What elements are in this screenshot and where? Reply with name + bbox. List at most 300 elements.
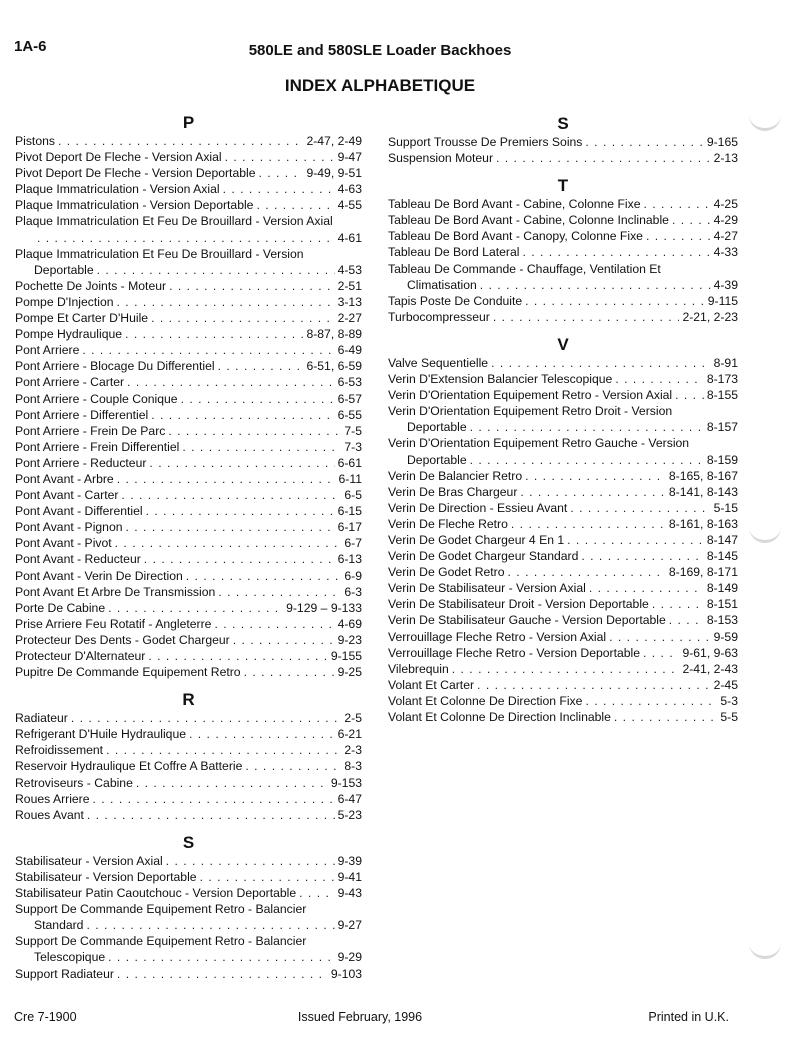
index-entry	[15, 423, 362, 439]
entry-pages: 4-55	[337, 198, 362, 213]
entry-pages: 2-47, 2-49	[306, 134, 362, 148]
index-entry	[388, 309, 738, 325]
entry-pages: 6-57	[337, 391, 362, 406]
dot-leader	[525, 468, 666, 484]
index-entry	[15, 213, 362, 245]
index-entry	[15, 519, 362, 535]
index-entry	[388, 516, 738, 532]
entry-label: Verin De Direction - Essieu Avant	[388, 500, 568, 515]
dot-leader	[470, 419, 704, 435]
dot-leader	[169, 278, 335, 294]
entry-label: Pont Arriere - Differentiel	[15, 407, 149, 422]
dot-leader	[168, 423, 341, 439]
binder-hole-top	[749, 110, 781, 131]
dot-leader	[477, 677, 711, 693]
dot-leader	[589, 580, 704, 596]
index-entry	[15, 374, 362, 390]
entry-pages: 4-39	[713, 277, 738, 292]
entry-pages: 6-5	[344, 488, 362, 503]
entry-label: Pont Arriere - Frein Differentiel	[15, 439, 180, 454]
dot-leader	[493, 309, 680, 325]
dot-leader	[97, 262, 335, 278]
index-column-left	[15, 113, 362, 982]
entry-pages: 6-9	[344, 568, 362, 583]
entry-label: Volant Et Carter	[388, 677, 475, 692]
entry-pages: 8-87, 8-89	[306, 327, 362, 342]
dot-leader	[614, 709, 717, 725]
index-entry	[15, 966, 362, 982]
dot-leader	[86, 917, 334, 933]
index-entry	[15, 439, 362, 455]
entry-label: Verin De Stabilisateur - Version Axial	[388, 581, 586, 596]
index-entry	[15, 726, 362, 742]
entry-label: Stabilisateur Patin Caoutchouc - Version Deportable	[15, 886, 297, 901]
dot-leader	[225, 149, 335, 165]
index-entry	[15, 310, 362, 326]
entry-label: Verin De Fleche Retro	[388, 516, 508, 531]
entry-pages: 6-47	[337, 791, 362, 806]
index-entry	[15, 869, 362, 885]
entry-pages: 2-3	[344, 743, 362, 758]
index-entry	[15, 885, 362, 901]
entry-label: Volant Et Colonne De Direction Fixe	[388, 693, 583, 708]
index-column-right	[388, 114, 738, 725]
section-letter: R	[182, 690, 195, 710]
index-entry	[15, 791, 362, 807]
index-entry	[388, 355, 738, 371]
section-letter: S	[182, 832, 195, 852]
entry-label-continued: Climatisation	[407, 277, 477, 292]
entry-label: Pupitre De Commande Equipement Retro	[15, 665, 241, 680]
footer-printed: Printed in U.K.	[648, 1010, 729, 1024]
entry-label: Pont Avant - Carter	[15, 488, 119, 503]
entry-pages: 9-129 – 9-133	[286, 600, 362, 615]
dot-leader	[182, 439, 341, 455]
entry-label: Pont Arriere - Frein De Parc	[15, 423, 166, 438]
entry-pages: 4-69	[337, 616, 362, 631]
entry-label: Support De Commande Equipement Retro - Balancier	[15, 934, 307, 949]
entry-pages: 8-159	[706, 452, 738, 467]
entry-pages: 8-169, 8-171	[668, 565, 738, 580]
entry-pages: 9-23	[337, 632, 362, 647]
entry-pages: 8-3	[344, 759, 362, 774]
index-entry	[15, 326, 362, 342]
index-entry	[388, 532, 738, 548]
dot-leader	[144, 551, 335, 567]
index-entry	[388, 150, 738, 166]
index-entry	[388, 596, 738, 612]
index-entry	[15, 648, 362, 664]
dot-leader	[136, 775, 328, 791]
index-entry	[15, 294, 362, 310]
dot-leader	[149, 455, 334, 471]
entry-pages: 5-23	[337, 807, 362, 822]
dot-leader	[581, 548, 703, 564]
entry-pages: 8-147	[706, 532, 738, 547]
index-entry	[15, 165, 362, 181]
entry-pages: 6-17	[337, 520, 362, 535]
dot-leader	[646, 228, 711, 244]
dot-leader	[108, 949, 334, 965]
entry-label-continued: Standard	[34, 918, 84, 933]
dot-leader	[148, 648, 327, 664]
dot-leader	[609, 629, 710, 645]
entry-label: Verin De Balancier Retro	[388, 468, 523, 483]
dot-leader	[186, 568, 342, 584]
entry-label: Prise Arriere Feu Rotatif - Angleterre	[15, 616, 212, 631]
index-entry	[15, 758, 362, 774]
entry-pages: 4-53	[337, 262, 362, 277]
dot-leader	[117, 966, 328, 982]
entry-pages: 4-61	[337, 230, 362, 245]
entry-pages: 9-165	[706, 135, 738, 149]
binder-hole-middle	[749, 522, 781, 543]
entry-pages: 6-11	[338, 471, 362, 486]
dot-leader	[570, 500, 710, 516]
index-entry	[388, 629, 738, 645]
dot-leader	[245, 758, 341, 774]
entry-label: Plaque Immatriculation - Version Deportable	[15, 198, 254, 213]
index-entry	[388, 293, 738, 309]
index-entry	[15, 775, 362, 791]
entry-pages: 4-33	[713, 245, 738, 260]
dot-leader	[181, 391, 335, 407]
entry-pages: 5-5	[720, 710, 738, 724]
entry-label: Verin D'Orientation Equipement Retro Droit - Version	[388, 404, 673, 419]
index-entry	[15, 342, 362, 358]
entry-pages: 8-91	[713, 355, 738, 370]
entry-pages: 9-29	[337, 950, 362, 965]
index-entry	[388, 677, 738, 693]
entry-pages: 6-61	[337, 455, 362, 470]
dot-leader	[218, 358, 304, 374]
dot-leader	[117, 294, 335, 310]
entry-label: Pont Arriere - Blocage Du Differentiel	[15, 359, 215, 374]
entry-label: Tapis Poste De Conduite	[388, 293, 523, 308]
dot-leader	[189, 726, 335, 742]
entry-label: Verin De Stabilisateur Droit - Version Deportable	[388, 597, 649, 612]
entry-pages: 4-29	[713, 213, 738, 228]
entry-pages: 2-45	[713, 677, 738, 692]
index-entry	[388, 228, 738, 244]
entry-label: Pont Avant - Arbre	[15, 471, 114, 486]
entry-pages: 8-173	[706, 372, 738, 387]
dot-leader	[491, 355, 711, 371]
index-entry	[15, 358, 362, 374]
entry-pages: 2-21, 2-23	[682, 309, 738, 324]
entry-pages: 2-51	[337, 278, 362, 293]
index-entry	[388, 645, 738, 661]
entry-label-continued: Deportable	[407, 452, 467, 467]
index-entry	[388, 196, 738, 212]
entry-label: Roues Avant	[15, 807, 84, 822]
entry-label: Radiateur	[15, 711, 68, 726]
entry-pages: 8-155	[706, 388, 738, 403]
entry-label: Stabilisateur - Version Deportable	[15, 869, 197, 884]
entry-pages: 9-49, 9-51	[306, 166, 362, 181]
entry-label: Pont Arriere - Carter	[15, 375, 125, 390]
dot-leader	[615, 371, 704, 387]
dot-leader	[567, 532, 704, 548]
entry-pages: 2-41, 2-43	[682, 661, 738, 676]
dot-leader	[299, 885, 334, 901]
entry-pages: 8-149	[706, 581, 738, 596]
entry-label: Pistons	[15, 134, 55, 148]
entry-pages: 9-39	[337, 853, 362, 868]
entry-label: Plaque Immatriculation Et Feu De Brouillard - Version	[15, 246, 304, 261]
entry-label: Support De Commande Equipement Retro - Balancier	[15, 902, 307, 917]
index-entry	[388, 435, 738, 467]
dot-leader	[218, 584, 341, 600]
entry-pages: 9-43	[337, 886, 362, 901]
entry-pages: 6-13	[337, 552, 362, 567]
entry-pages: 9-61, 9-63	[682, 645, 738, 660]
entry-pages: 8-145	[706, 549, 738, 564]
entry-label: Roues Arriere	[15, 791, 90, 806]
entry-pages: 4-63	[337, 182, 362, 197]
dot-leader	[511, 516, 666, 532]
entry-pages: 9-59	[713, 629, 738, 644]
entry-label: Reservoir Hydraulique Et Coffre A Batterie	[15, 759, 243, 774]
entry-label: Pivot Deport De Fleche - Version Deportable	[15, 166, 256, 181]
entry-label: Suspension Moteur	[388, 151, 494, 166]
entry-label: Tableau De Bord Avant - Canopy, Colonne Fixe	[388, 229, 643, 244]
index-entry	[388, 484, 738, 500]
section-letter: V	[557, 334, 569, 354]
dot-leader	[258, 165, 303, 181]
index-entry	[388, 387, 738, 403]
index-entry	[15, 933, 362, 965]
index-entry	[15, 471, 362, 487]
entry-pages: 4-27	[713, 229, 738, 244]
entry-label: Protecteur Des Dents - Godet Chargeur	[15, 632, 230, 647]
footer-issued: Issued February, 1996	[297, 1010, 423, 1024]
entry-label: Retroviseurs - Cabine	[15, 775, 133, 790]
dot-leader	[166, 853, 335, 869]
index-entry	[15, 568, 362, 584]
entry-label: Pont Avant - Pignon	[15, 520, 123, 535]
entry-pages: 2-27	[337, 311, 362, 326]
entry-pages: 9-41	[337, 869, 362, 884]
entry-pages: 8-151	[706, 597, 738, 612]
index-entry	[15, 551, 362, 567]
dot-leader	[643, 645, 679, 661]
entry-pages: 6-51, 6-59	[306, 359, 362, 374]
dot-leader	[643, 196, 710, 212]
index-entry	[388, 403, 738, 435]
dot-leader	[496, 150, 711, 166]
dot-leader	[452, 661, 680, 677]
index-entry	[388, 261, 738, 293]
entry-label: Turbocompresseur	[388, 309, 490, 324]
entry-pages: 7-3	[344, 439, 362, 454]
index-entry	[15, 584, 362, 600]
entry-pages: 9-153	[330, 775, 362, 790]
entry-label: Verrouillage Fleche Retro - Version Axial	[388, 629, 607, 644]
entry-pages: 5-3	[720, 693, 738, 708]
entry-label: Verin D'Orientation Equipement Retro Gauche - Version	[388, 436, 690, 451]
dot-leader	[585, 693, 717, 709]
binder-hole-bottom	[749, 938, 781, 959]
entry-label: Verin D'Orientation Equipement Retro - Version Axial	[388, 388, 673, 403]
dot-leader	[233, 632, 335, 648]
entry-pages: 6-7	[344, 536, 362, 551]
entry-pages: 9-115	[707, 293, 738, 308]
index-entry	[15, 503, 362, 519]
entry-label-continued: Deportable	[407, 420, 467, 435]
index-entry	[15, 197, 362, 213]
entry-label: Support Trousse De Premiers Soins	[388, 135, 583, 149]
entry-label: Verrouillage Fleche Retro - Version Deportable	[388, 645, 641, 660]
index-entry	[388, 612, 738, 628]
entry-pages: 8-141, 8-143	[668, 484, 738, 499]
index-entry	[15, 632, 362, 648]
index-entry	[15, 181, 362, 197]
dot-leader	[146, 503, 335, 519]
index-entry	[388, 244, 738, 260]
dot-leader	[115, 535, 342, 551]
entry-pages: 9-25	[337, 665, 362, 680]
entry-pages: 9-103	[330, 966, 362, 981]
index-entry	[15, 616, 362, 632]
entry-pages: 4-25	[713, 197, 738, 212]
entry-label: Pont Avant Et Arbre De Transmission	[15, 584, 216, 599]
index-entry	[388, 500, 738, 516]
index-entry	[15, 807, 362, 823]
dot-leader	[522, 244, 710, 260]
dot-leader	[126, 519, 335, 535]
entry-pages: 8-157	[706, 420, 738, 435]
entry-label: Refroidissement	[15, 743, 104, 758]
dot-leader	[108, 600, 283, 616]
dot-leader	[37, 230, 335, 246]
entry-pages: 3-13	[337, 294, 362, 309]
index-entry	[15, 455, 362, 471]
entry-label: Porte De Cabine	[15, 600, 106, 615]
entry-label: Verin De Stabilisateur Gauche - Version Deportable	[388, 613, 666, 628]
index-entry	[15, 149, 362, 165]
entry-label: Pompe D'Injection	[15, 294, 114, 309]
index-entry	[15, 742, 362, 758]
document-title: 580LE and 580SLE Loader Backhoes	[248, 42, 512, 59]
dot-leader	[93, 791, 335, 807]
dot-leader	[106, 742, 341, 758]
dot-leader	[675, 387, 704, 403]
dot-leader	[470, 452, 704, 468]
dot-leader	[121, 487, 341, 503]
entry-label: Verin De Godet Retro	[388, 565, 505, 580]
dot-leader	[127, 374, 335, 390]
dot-leader	[508, 564, 666, 580]
entry-label: Support Radiateur	[15, 966, 114, 981]
page-number: 1A-6	[14, 38, 47, 55]
entry-label: Pont Avant - Pivot	[15, 536, 112, 551]
entry-label: Pont Avant - Verin De Direction	[15, 568, 183, 583]
entry-label: Pont Avant - Differentiel	[15, 504, 143, 519]
index-entry	[15, 710, 362, 726]
dot-leader	[672, 212, 711, 228]
dot-leader	[87, 807, 335, 823]
entry-label: Protecteur D'Alternateur	[15, 649, 146, 663]
index-entry	[388, 580, 738, 596]
entry-label: Pompe Hydraulique	[15, 327, 123, 342]
dot-leader	[585, 134, 703, 150]
index-entry	[15, 246, 362, 278]
index-entry	[15, 487, 362, 503]
entry-label: Pont Arriere - Reducteur	[15, 455, 147, 470]
dot-leader	[71, 710, 342, 726]
entry-label: Plaque Immatriculation - Version Axial	[15, 182, 220, 197]
entry-label-continued: Telescopique	[34, 950, 106, 965]
section-letter: P	[182, 113, 195, 132]
index-entry	[15, 133, 362, 149]
entry-label: Tableau De Bord Avant - Cabine, Colonne Fixe	[388, 197, 641, 212]
entry-label: Verin De Godet Chargeur Standard	[388, 549, 579, 564]
entry-pages: 5-15	[713, 500, 738, 515]
entry-pages: 6-55	[337, 407, 362, 422]
index-entry	[388, 548, 738, 564]
entry-pages: 2-5	[344, 711, 362, 726]
index-entry	[15, 535, 362, 551]
entry-label: Refrigerant D'Huile Hydraulique	[15, 727, 186, 742]
entry-pages: 9-27	[337, 918, 362, 933]
entry-label: Tableau De Bord Avant - Cabine, Colonne Inclinable	[388, 213, 669, 228]
index-entry	[15, 664, 362, 680]
entry-label: Verin De Godet Chargeur 4 En 1	[388, 532, 565, 547]
entry-pages: 8-165, 8-167	[668, 468, 738, 483]
dot-leader	[520, 484, 665, 500]
section-gap	[388, 166, 738, 176]
entry-label: Vilebrequin	[388, 661, 449, 676]
entry-label: Verin D'Extension Balancier Telescopique	[388, 372, 613, 387]
dot-leader	[652, 596, 704, 612]
dot-leader	[480, 277, 711, 293]
entry-label: Verin De Bras Chargeur	[388, 484, 518, 499]
section-letter: T	[557, 176, 569, 196]
section-gap	[388, 325, 738, 335]
dot-leader	[58, 133, 303, 149]
entry-label: Volant Et Colonne De Direction Inclinable	[388, 710, 611, 724]
entry-label: Pont Arriere - Couple Conique	[15, 391, 178, 406]
index-entry	[388, 661, 738, 677]
dot-leader	[151, 407, 334, 423]
entry-pages: 9-47	[337, 150, 362, 165]
entry-pages: 8-153	[706, 613, 738, 628]
entry-pages: 6-3	[344, 584, 362, 599]
index-entry	[388, 212, 738, 228]
entry-label: Tableau De Bord Lateral	[388, 245, 520, 260]
entry-pages: 6-15	[337, 504, 362, 519]
entry-pages: 6-53	[337, 375, 362, 390]
dot-leader	[117, 471, 336, 487]
index-entry	[15, 391, 362, 407]
dot-leader	[256, 197, 334, 213]
index-entry	[388, 134, 738, 150]
entry-label: Tableau De Commande - Chauffage, Ventilation Et	[388, 261, 661, 276]
entry-label: Pivot Deport De Fleche - Version Axial	[15, 150, 222, 165]
entry-pages: 9-155	[330, 649, 362, 663]
dot-leader	[244, 664, 335, 680]
index-entry	[15, 853, 362, 869]
section-gap	[15, 823, 362, 833]
index-entry	[15, 600, 362, 616]
index-entry	[388, 468, 738, 484]
index-entry	[388, 564, 738, 580]
entry-pages: 2-13	[713, 151, 738, 166]
entry-label: Valve Sequentielle	[388, 355, 489, 370]
index-entry	[15, 407, 362, 423]
dot-leader	[125, 326, 303, 342]
